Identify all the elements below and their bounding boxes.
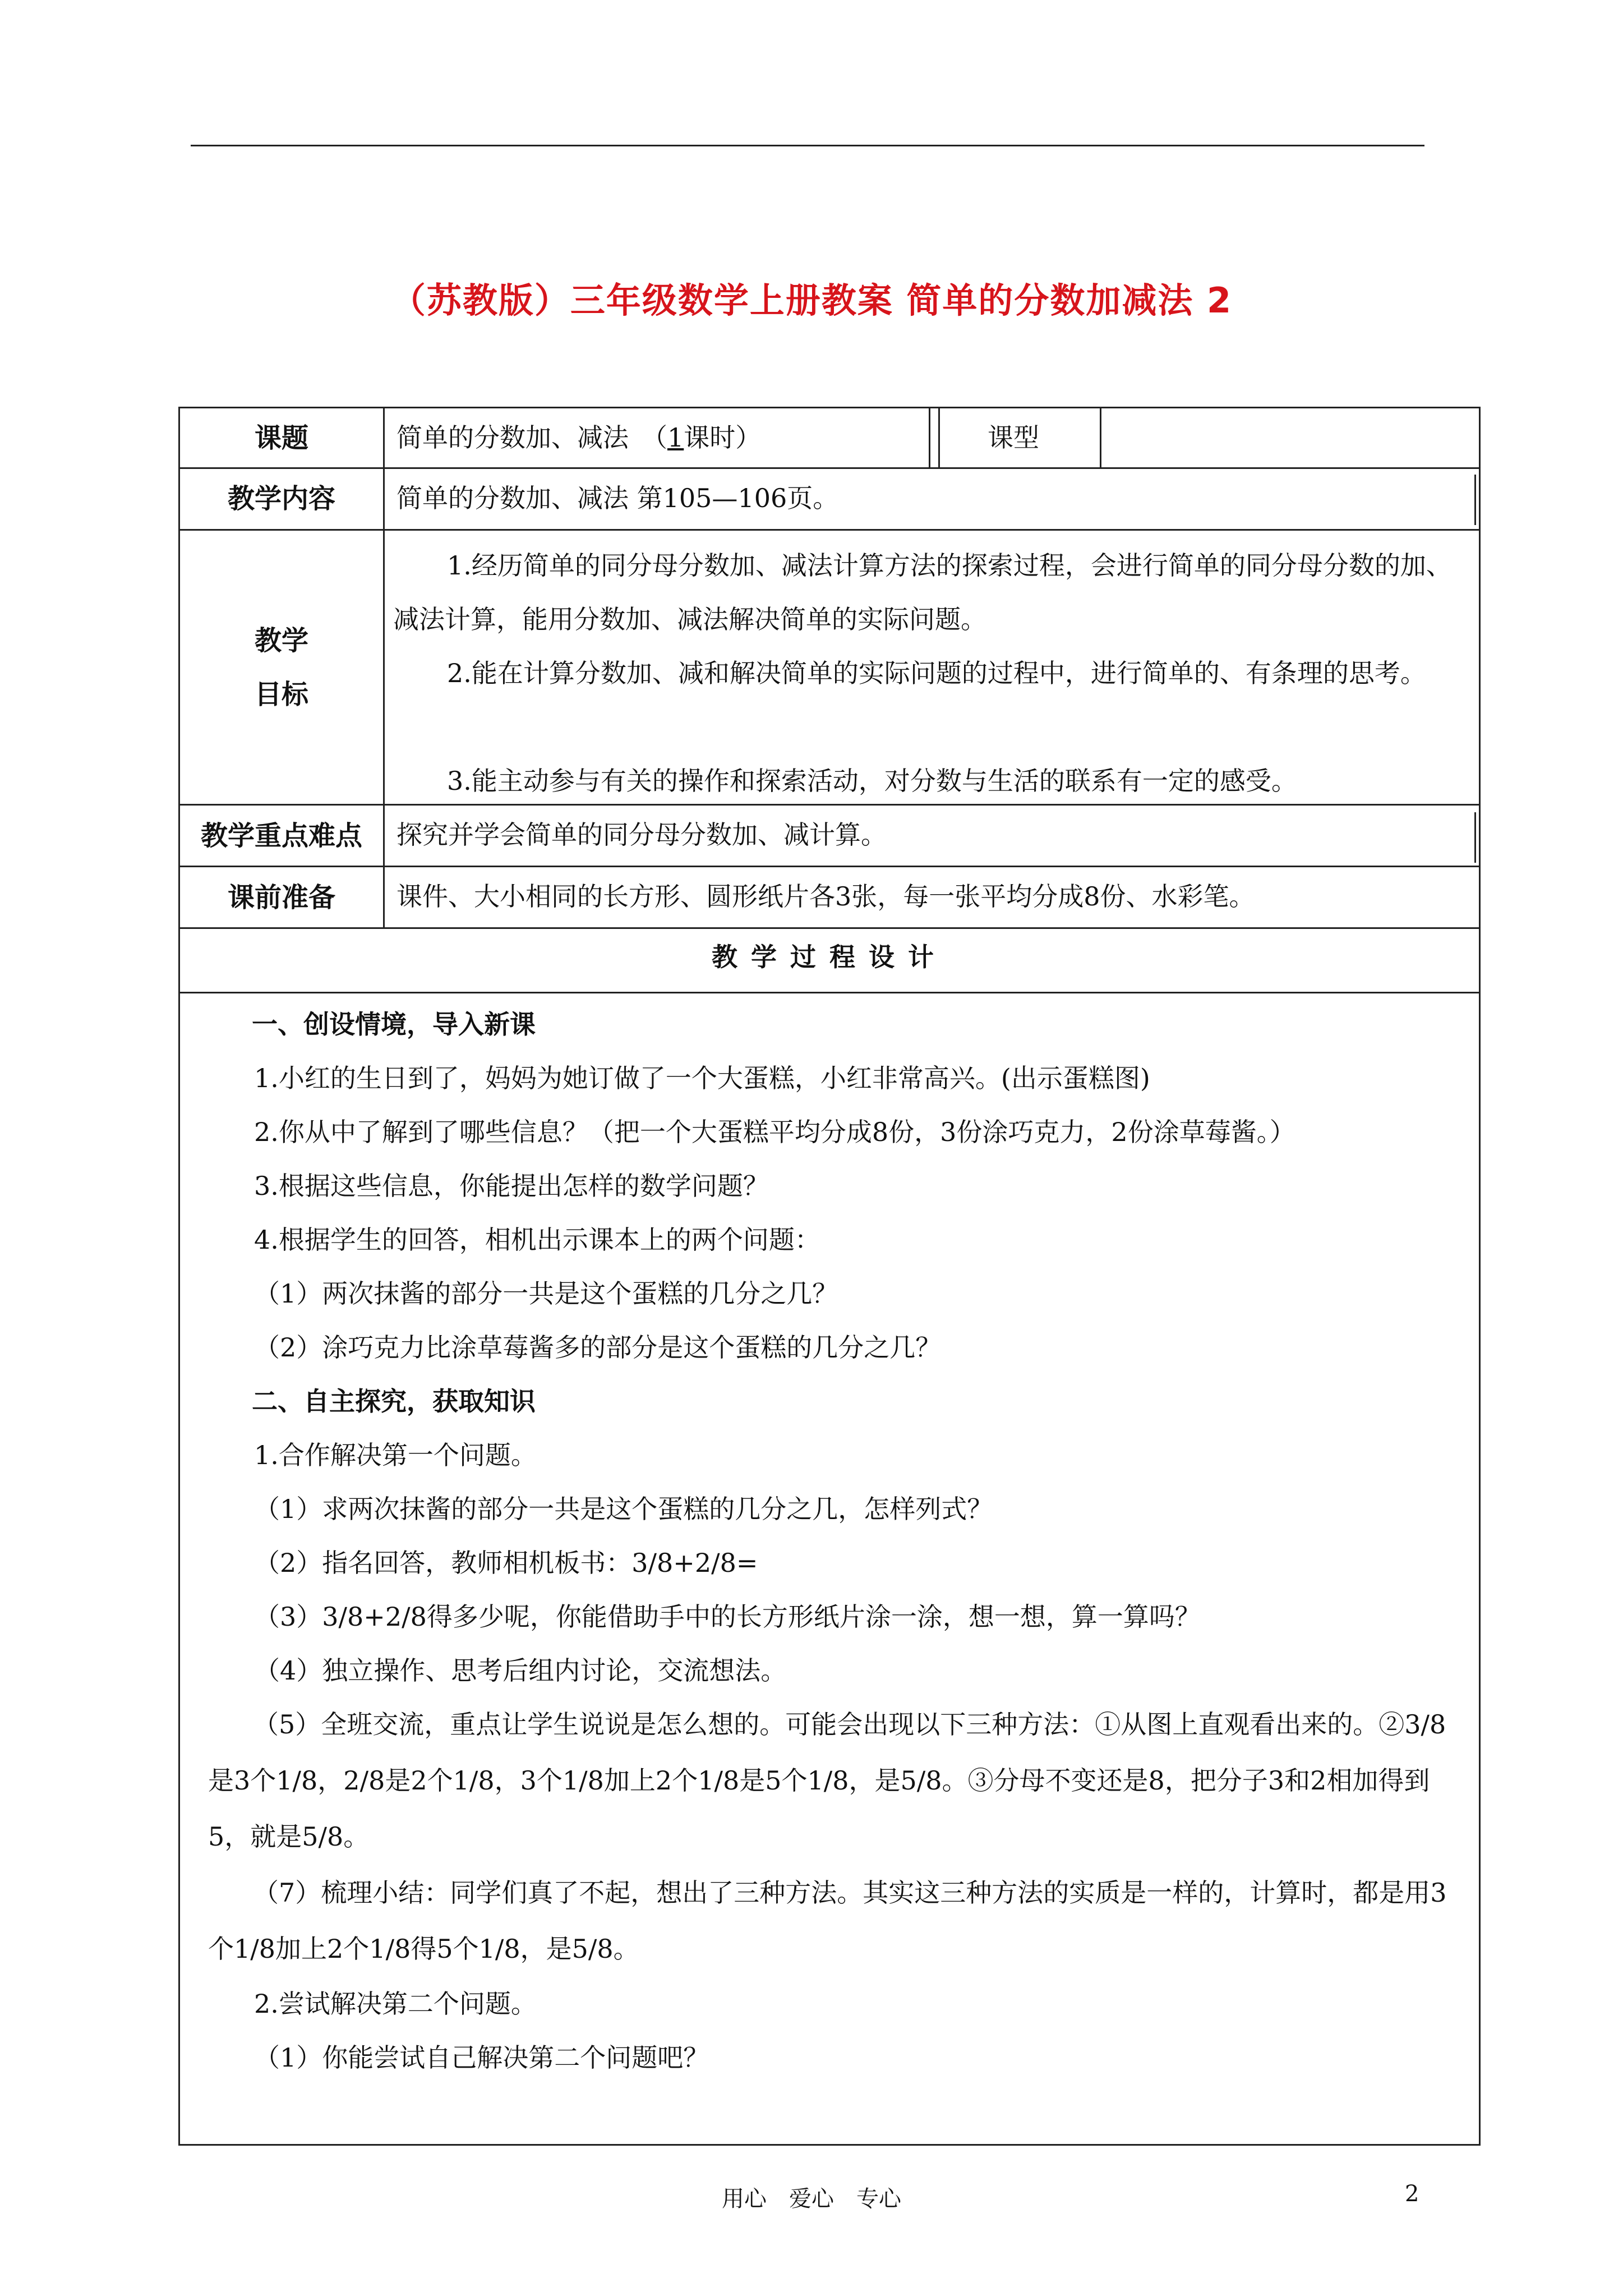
topic-value-suffix: 课时） [684, 422, 762, 453]
focus-value: 探究并学会简单的同分母分数加、减计算。 [396, 820, 887, 850]
document-title: （苏教版）三年级数学上册教案 简单的分数加减法 2 [390, 280, 1233, 321]
column-divider [383, 408, 385, 927]
step: 3.根据这些信息，你能提出怎样的数学问题？ [254, 1171, 769, 1201]
section-2-title: 二、自主探究，获取知识 [252, 1386, 536, 1416]
sub-step: （5）全班交流，重点让学生说说是怎么想的。可能会出现以下三种方法：①从图上直观看出来的。②3/8是3个1/8，2/8是2个1/8，3个1/8加上2个1/8是5个1/8，是5/8。③分母不变还是8，把分子3和2相加得到5，就是5/8。 [208, 1709, 1446, 1852]
prep-label: 课前准备 [227, 881, 335, 913]
goals-label-line-2: 目标 [254, 678, 308, 710]
step: 2.尝试解决第二个问题。 [254, 1989, 537, 2019]
column-divider [1474, 475, 1476, 525]
question: （1）两次抹酱的部分一共是这个蛋糕的几分之几？ [254, 1278, 838, 1309]
topic-hours: 1 [667, 422, 684, 453]
sub-step: （3）3/8+2/8得多少呢，你能借助手中的长方形纸片涂一涂，想一想，算一算吗？ [254, 1602, 1201, 1632]
process-heading: 教学过程设计 [712, 942, 947, 972]
goal-2: 2.能在计算分数加、减和解决简单的实际问题的过程中，进行简单的、有条理的思考。 [447, 658, 1426, 688]
column-divider [1100, 408, 1101, 467]
topic-label: 课题 [254, 422, 308, 454]
column-divider [938, 408, 940, 467]
sub-step: （4）独立操作、思考后组内讨论，交流想法。 [254, 1655, 787, 1686]
section-1-title: 一、创设情境，导入新课 [252, 1009, 536, 1039]
step: 2.你从中了解到了哪些信息？（把一个大蛋糕平均分成8份，3份涂巧克力，2份涂草莓酱。） [254, 1117, 1295, 1147]
step: 1.小红的生日到了，妈妈为她订做了一个大蛋糕，小红非常高兴。(出示蛋糕图) [254, 1063, 1150, 1093]
sub-step: （2）指名回答，教师相机板书：3/8+2/8= [254, 1548, 758, 1578]
column-divider [929, 408, 930, 467]
content-label: 教学内容 [227, 482, 335, 514]
step: 1.合作解决第一个问题。 [254, 1440, 537, 1470]
lesson-plan-table [178, 407, 1481, 2146]
topic-value [396, 411, 761, 464]
column-divider [1474, 812, 1476, 863]
page-footer: 用心 爱心 专心 [722, 2186, 901, 2212]
sub-step: （7）梳理小结：同学们真了不起，想出了三种方法。其实这三种方法的实质是一样的，计算时，都是用3个1/8加上2个1/8得5个1/8，是5/8。 [208, 1878, 1447, 1964]
sub-step: （1）你能尝试自己解决第二个问题吧？ [254, 2042, 709, 2073]
topic-value-prefix: 简单的分数加、减法 （ [396, 422, 667, 453]
sub-step: （1）求两次抹酱的部分一共是这个蛋糕的几分之几，怎样列式？ [254, 1494, 993, 1524]
row-divider [180, 992, 1479, 993]
step: 4.根据学生的回答，相机出示课本上的两个问题： [254, 1225, 820, 1255]
content-value: 简单的分数加、减法 第105—106页。 [396, 483, 839, 513]
goal-1: 1.经历简单的同分母分数加、减法计算方法的探索过程，会进行简单的同分母分数的加、减法计算，能用分数加、减法解决简单的实际问题。 [393, 550, 1452, 634]
question: （2）涂巧克力比涂草莓酱多的部分是这个蛋糕的几分之几？ [254, 1332, 942, 1363]
type-label: 课型 [988, 422, 1039, 453]
prep-value: 课件、大小相同的长方形、圆形纸片各3张，每一张平均分成8份、水彩笔。 [396, 881, 1255, 912]
focus-label: 教学重点难点 [200, 820, 362, 852]
goal-3: 3.能主动参与有关的操作和探索活动，对分数与生活的联系有一定的感受。 [447, 766, 1297, 796]
header-rule [191, 145, 1424, 146]
page-number: 2 [1405, 2181, 1419, 2207]
goals-label-line-1: 教学 [254, 624, 308, 656]
goals-label [180, 531, 383, 804]
